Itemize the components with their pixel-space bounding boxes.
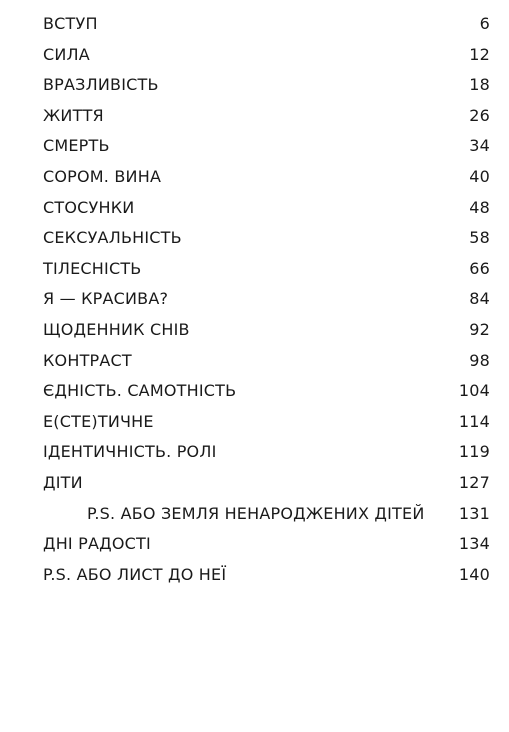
- toc-entry[interactable]: [0, 529, 509, 560]
- toc-entry[interactable]: [0, 9, 509, 40]
- toc-entry-title: СИЛА: [43, 44, 90, 64]
- toc-entry-page: 84: [469, 289, 490, 309]
- toc-entry[interactable]: [0, 254, 509, 285]
- toc-entry[interactable]: [0, 193, 509, 224]
- table-of-contents: [0, 9, 509, 590]
- toc-entry-page: 48: [469, 197, 490, 217]
- toc-entry[interactable]: [0, 223, 509, 254]
- toc-entry-page: 12: [469, 44, 490, 64]
- toc-entry-title: Е(СТЕ)ТИЧНЕ: [43, 411, 154, 431]
- toc-entry[interactable]: [0, 346, 509, 377]
- toc-entry-title: ДІТИ: [43, 472, 83, 492]
- toc-entry-page: 140: [458, 564, 490, 584]
- toc-entry-page: 114: [458, 411, 490, 431]
- toc-entry-title: ЖИТТЯ: [43, 105, 104, 125]
- toc-entry-title: ЩОДЕННИК СНІВ: [43, 319, 190, 339]
- toc-entry-page: 18: [469, 75, 490, 95]
- toc-entry[interactable]: [0, 70, 509, 101]
- toc-entry-title: СЕКСУАЛЬНІСТЬ: [43, 228, 182, 248]
- toc-entry-title: ІДЕНТИЧНІСТЬ. РОЛІ: [43, 442, 217, 462]
- toc-entry-title: P.S. АБО ЛИСТ ДО НЕЇ: [43, 564, 227, 584]
- toc-entry-page: 6: [479, 14, 490, 33]
- toc-entry[interactable]: [0, 437, 509, 468]
- toc-entry[interactable]: [0, 376, 509, 407]
- toc-entry-title: КОНТРАСТ: [43, 350, 132, 370]
- toc-entry[interactable]: [0, 315, 509, 346]
- toc-entry-page: 98: [469, 350, 490, 370]
- toc-entry-page: 40: [469, 166, 490, 186]
- toc-entry[interactable]: [0, 468, 509, 499]
- toc-entry-page: 58: [469, 228, 490, 248]
- toc-entry-page: 92: [469, 319, 490, 339]
- toc-entry[interactable]: [0, 162, 509, 193]
- toc-entry-page: 104: [458, 381, 490, 401]
- toc-entry[interactable]: [0, 284, 509, 315]
- toc-entry[interactable]: [0, 560, 509, 591]
- toc-entry-page: 127: [458, 472, 490, 492]
- toc-entry-title: СТОСУНКИ: [43, 197, 135, 217]
- toc-entry-title: ТІЛЕСНІСТЬ: [43, 258, 142, 278]
- toc-entry-page: 66: [469, 258, 490, 278]
- toc-entry-title: ЄДНІСТЬ. САМОТНІСТЬ: [43, 381, 237, 401]
- toc-entry-page: 34: [469, 136, 490, 156]
- toc-entry-title: СОРОМ. ВИНА: [43, 166, 162, 186]
- toc-entry[interactable]: [0, 40, 509, 71]
- toc-entry[interactable]: [0, 407, 509, 438]
- toc-entry-title: Я — КРАСИВА?: [43, 289, 169, 309]
- toc-entry-title: ВСТУП: [43, 14, 98, 33]
- toc-subentry-title: P.S. АБО ЗЕМЛЯ НЕНАРОДЖЕНИХ ДІТЕЙ: [87, 503, 425, 523]
- toc-entry-title: ДНІ РАДОСТІ: [43, 534, 151, 554]
- toc-entry[interactable]: [0, 131, 509, 162]
- toc-entry[interactable]: [0, 101, 509, 132]
- toc-entry-page: 26: [469, 105, 490, 125]
- toc-entry-page: 119: [458, 442, 490, 462]
- toc-entry-title: ВРАЗЛИВІСТЬ: [43, 75, 159, 95]
- toc-subentry[interactable]: [0, 499, 509, 530]
- toc-subentry-page: 131: [458, 503, 490, 523]
- toc-entry-title: СМЕРТЬ: [43, 136, 110, 156]
- toc-entry-page: 134: [458, 534, 490, 554]
